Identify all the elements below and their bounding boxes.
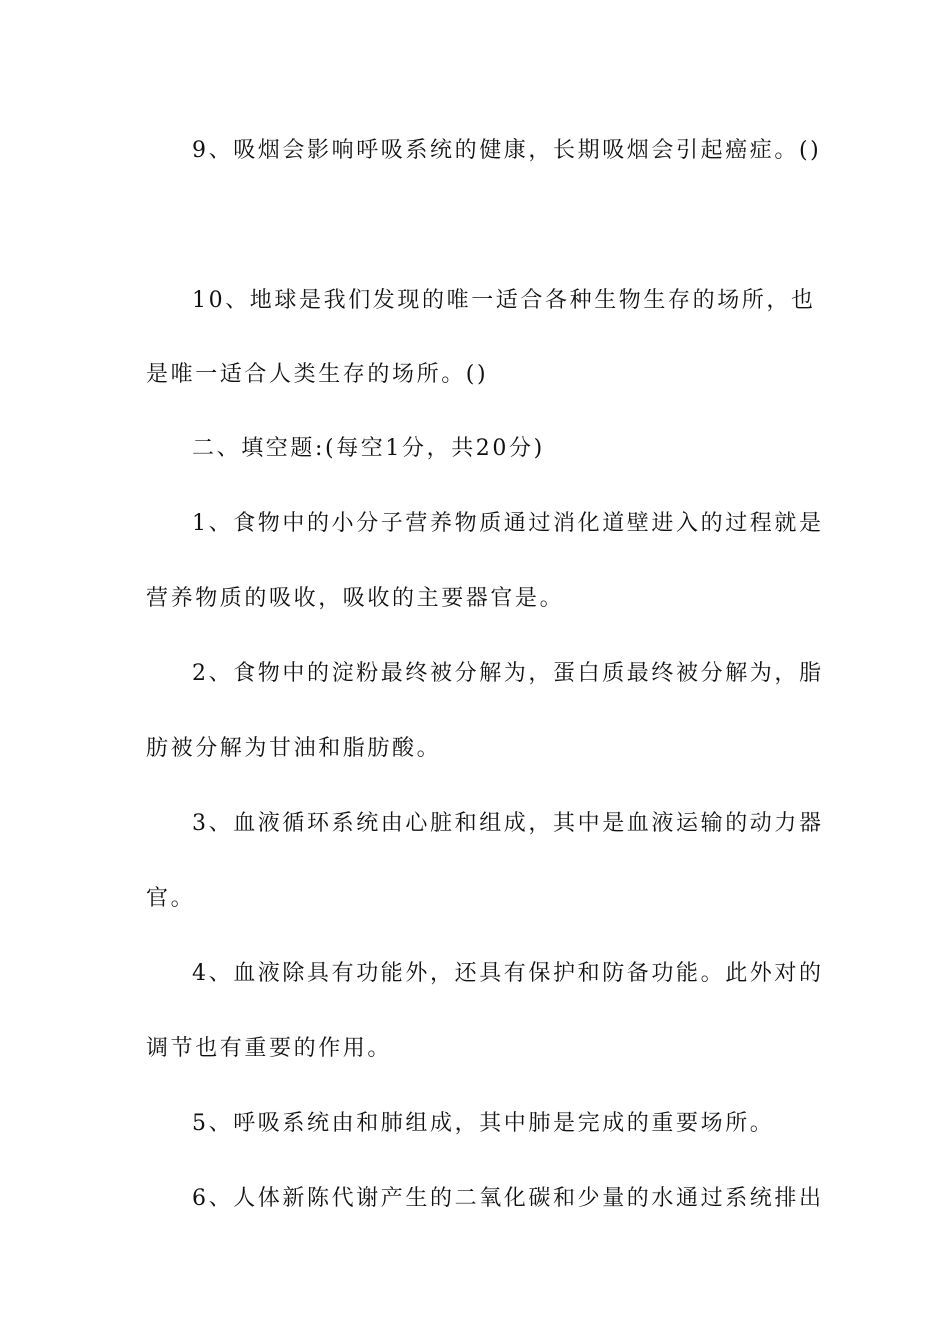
blank-1-line-2: 营养物质的吸收，吸收的主要器官是。 [146, 586, 565, 611]
blank-3-line-2: 官。 [146, 886, 196, 911]
question-10-line-1: 10、地球是我们发现的唯一适合各种生物生存的场所，也 [192, 288, 816, 313]
blank-2-line-1: 2、食物中的淀粉最终被分解为，蛋白质最终被分解为，脂 [192, 661, 824, 686]
blank-6-line-1: 6、人体新陈代谢产生的二氧化碳和少量的水通过系统排出 [192, 1186, 824, 1211]
question-9-line-1: 9、吸烟会影响呼吸系统的健康，长期吸烟会引起癌症。() [192, 138, 822, 163]
blank-1-line-1: 1、食物中的小分子营养物质通过消化道壁进入的过程就是 [192, 511, 824, 536]
blank-4-line-2: 调节也有重要的作用。 [146, 1036, 393, 1061]
blank-5-line-1: 5、呼吸系统由和肺组成，其中肺是完成的重要场所。 [192, 1111, 775, 1136]
blank-2-line-2: 肪被分解为甘油和脂肪酸。 [146, 736, 442, 761]
question-10-line-2: 是唯一适合人类生存的场所。() [146, 362, 489, 387]
blank-3-line-1: 3、血液循环系统由心脏和组成，其中是血液运输的动力器 [192, 811, 824, 836]
blank-4-line-1: 4、血液除具有功能外，还具有保护和防备功能。此外对的 [192, 961, 824, 986]
section-heading-fill-blank: 二、填空题:(每空1分，共20分) [192, 436, 545, 461]
